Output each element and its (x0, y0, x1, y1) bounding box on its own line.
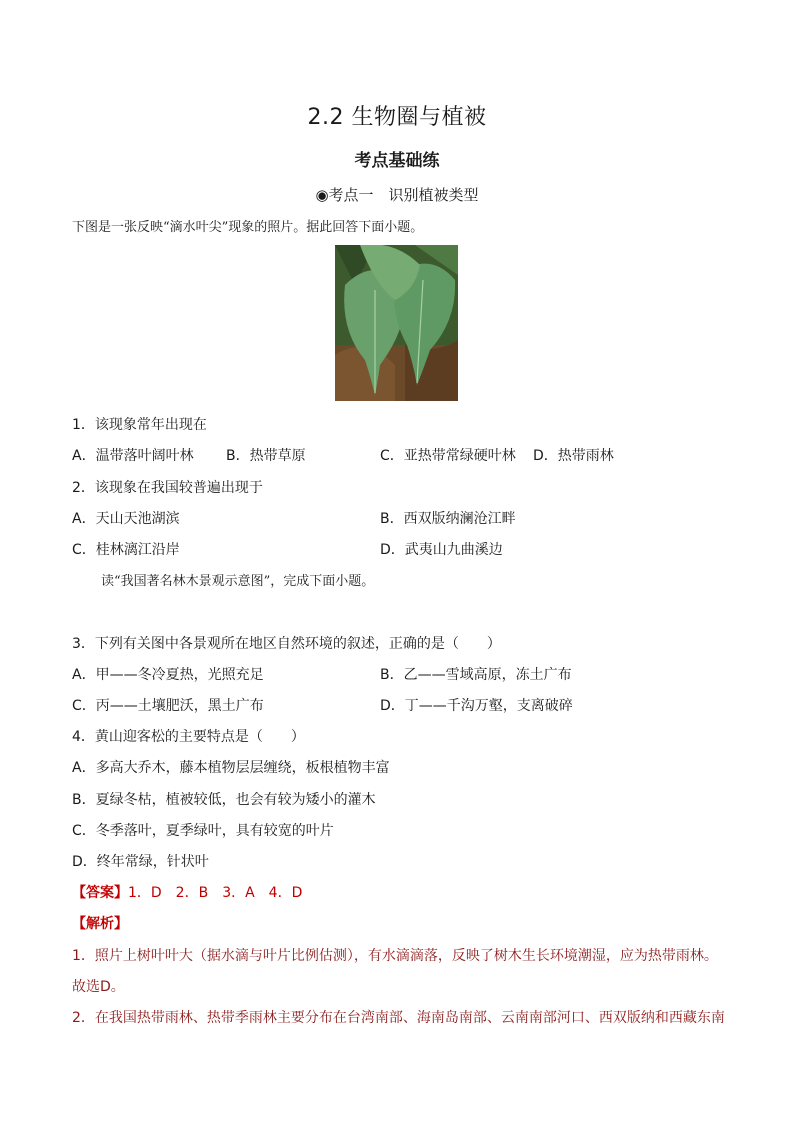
intro-text-2: 读“我国著名林木景观示意图”，完成下面小题。 (101, 574, 375, 589)
q3-option-d: D．丁——千沟万壑，支离破碎 (380, 698, 573, 714)
q2-option-b: B．西双版纳澜沧江畔 (380, 511, 516, 527)
drip-tip-leaf-photo (335, 245, 458, 401)
q2-option-d: D．武夷山九曲溪边 (380, 542, 503, 558)
question-4-stem: 4．黄山迎客松的主要特点是（ ） (72, 729, 305, 745)
intro-text-1: 下图是一张反映“滴水叶尖”现象的照片。据此回答下面小题。 (72, 220, 424, 235)
q1-option-c: C．亚热带常绿硬叶林 (380, 448, 516, 464)
analysis-label: 【解析】 (72, 916, 128, 932)
page-subtitle: 考点基础练 (354, 151, 440, 171)
q4-option-c: C．冬季落叶，夏季绿叶，具有较宽的叶片 (72, 823, 334, 839)
question-3-stem: 3．下列有关图中各景观所在地区自然环境的叙述，正确的是（ ） (72, 636, 501, 652)
q3-option-a: A．甲——冬冷夏热，光照充足 (72, 667, 264, 683)
q1-option-a: A．温带落叶阔叶林 (72, 448, 194, 464)
section-heading: ◉考点一 识别植被类型 (315, 186, 479, 204)
answer-text: 1．D 2．B 3．A 4．D (128, 885, 303, 901)
answer-line (72, 882, 302, 902)
q4-option-b: B．夏绿冬枯，植被较低，也会有较为矮小的灌木 (72, 792, 376, 808)
q2-option-a: A．天山天池湖滨 (72, 511, 180, 527)
q1-option-d: D．热带雨林 (533, 448, 614, 464)
q4-option-a: A．多高大乔木，藤本植物层层缠绕，板根植物丰富 (72, 760, 390, 776)
q2-option-c: C．桂林漓江沿岸 (72, 542, 180, 558)
q3-option-b: B．乙——雪域高原，冻土广布 (380, 667, 572, 683)
question-2-stem: 2．该现象在我国较普遍出现于 (72, 480, 263, 496)
question-1-stem: 1．该现象常年出现在 (72, 417, 207, 433)
q3-option-c: C．丙——土壤肥沃，黑土广布 (72, 698, 264, 714)
q1-option-b: B．热带草原 (226, 448, 306, 464)
analysis-line-2: 故选D。 (72, 979, 125, 995)
q4-option-d: D．终年常绿，针状叶 (72, 854, 209, 870)
answer-label: 【答案】 (72, 885, 128, 901)
analysis-line-3: 2．在我国热带雨林、热带季雨林主要分布在台湾南部、海南岛南部、云南南部河口、西双版纳和西藏东南 (72, 1010, 725, 1026)
page-title: 2.2 生物圈与植被 (307, 105, 487, 130)
analysis-line-1: 1．照片上树叶叶大（据水滴与叶片比例估测），有水滴滴落，反映了树木生长环境潮湿，应为热带雨林。 (72, 948, 718, 964)
